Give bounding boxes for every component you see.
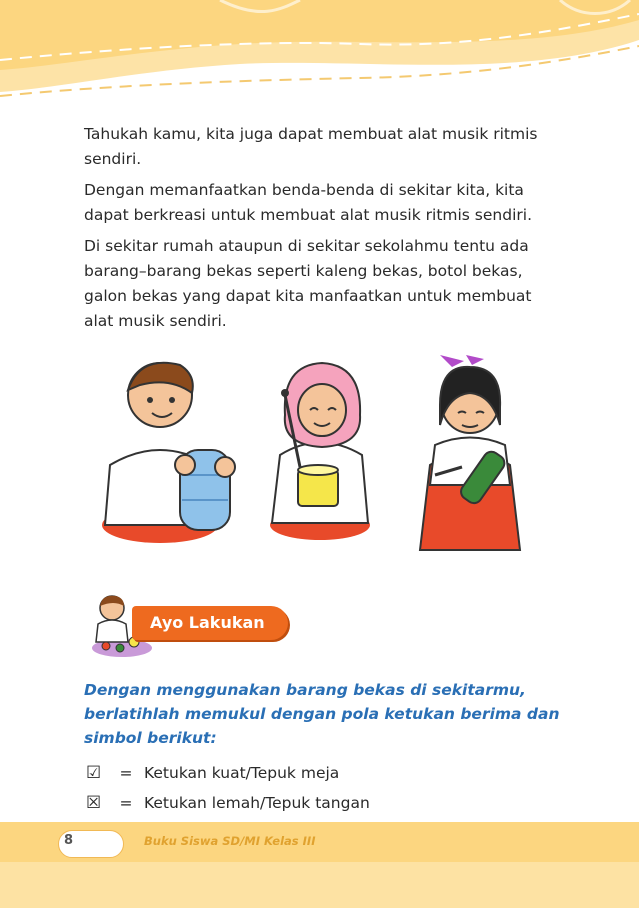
equals-sign: = xyxy=(119,764,133,782)
paragraph-creativity: Dengan memanfaatkan benda-benda di sekitar kita, kita dapat berkreasi untuk membuat alat musik ritmis sendiri. xyxy=(84,181,532,224)
girl-with-can-illustration xyxy=(270,363,370,540)
page-footer xyxy=(0,822,639,908)
symbol-legend xyxy=(86,758,506,818)
checked-box-icon: ☑ xyxy=(86,763,102,783)
body-text xyxy=(84,122,554,340)
paragraph-intro: Tahukah kamu, kita juga dapat membuat alat musik ritmis sendiri. xyxy=(84,125,538,168)
book-title: Buku Siswa SD/MI Kelas III xyxy=(144,834,316,848)
crossed-box-icon: ☒ xyxy=(86,793,102,813)
top-decorative-band xyxy=(0,0,639,110)
ayo-lakukan-banner xyxy=(84,590,304,660)
legend-row-weak xyxy=(86,788,506,818)
legend-text-weak: Ketukan lemah/Tepuk tangan xyxy=(144,794,370,812)
legend-row-strong xyxy=(86,758,506,788)
page-number: 8 xyxy=(64,833,74,848)
boy-with-gallon-illustration xyxy=(102,363,235,543)
girl-with-bottle-illustration xyxy=(420,355,520,550)
legend-text-strong: Ketukan kuat/Tepuk meja xyxy=(144,764,340,782)
instruction-text: Dengan menggunakan barang bekas di sekitarmu, berlatihlah memukul dengan pola ketukan berima dan simbol berikut: xyxy=(84,681,560,747)
section-label: Ayo Lakukan xyxy=(132,606,288,640)
children-illustration xyxy=(100,355,540,555)
equals-sign: = xyxy=(119,794,133,812)
paragraph-materials: Di sekitar rumah ataupun di sekitar sekolahmu tentu ada barang–barang bekas seperti kaleng bekas, botol bekas, galon bekas yang dapat kita manfaatkan untuk membuat alat musik sendiri. xyxy=(84,237,532,330)
